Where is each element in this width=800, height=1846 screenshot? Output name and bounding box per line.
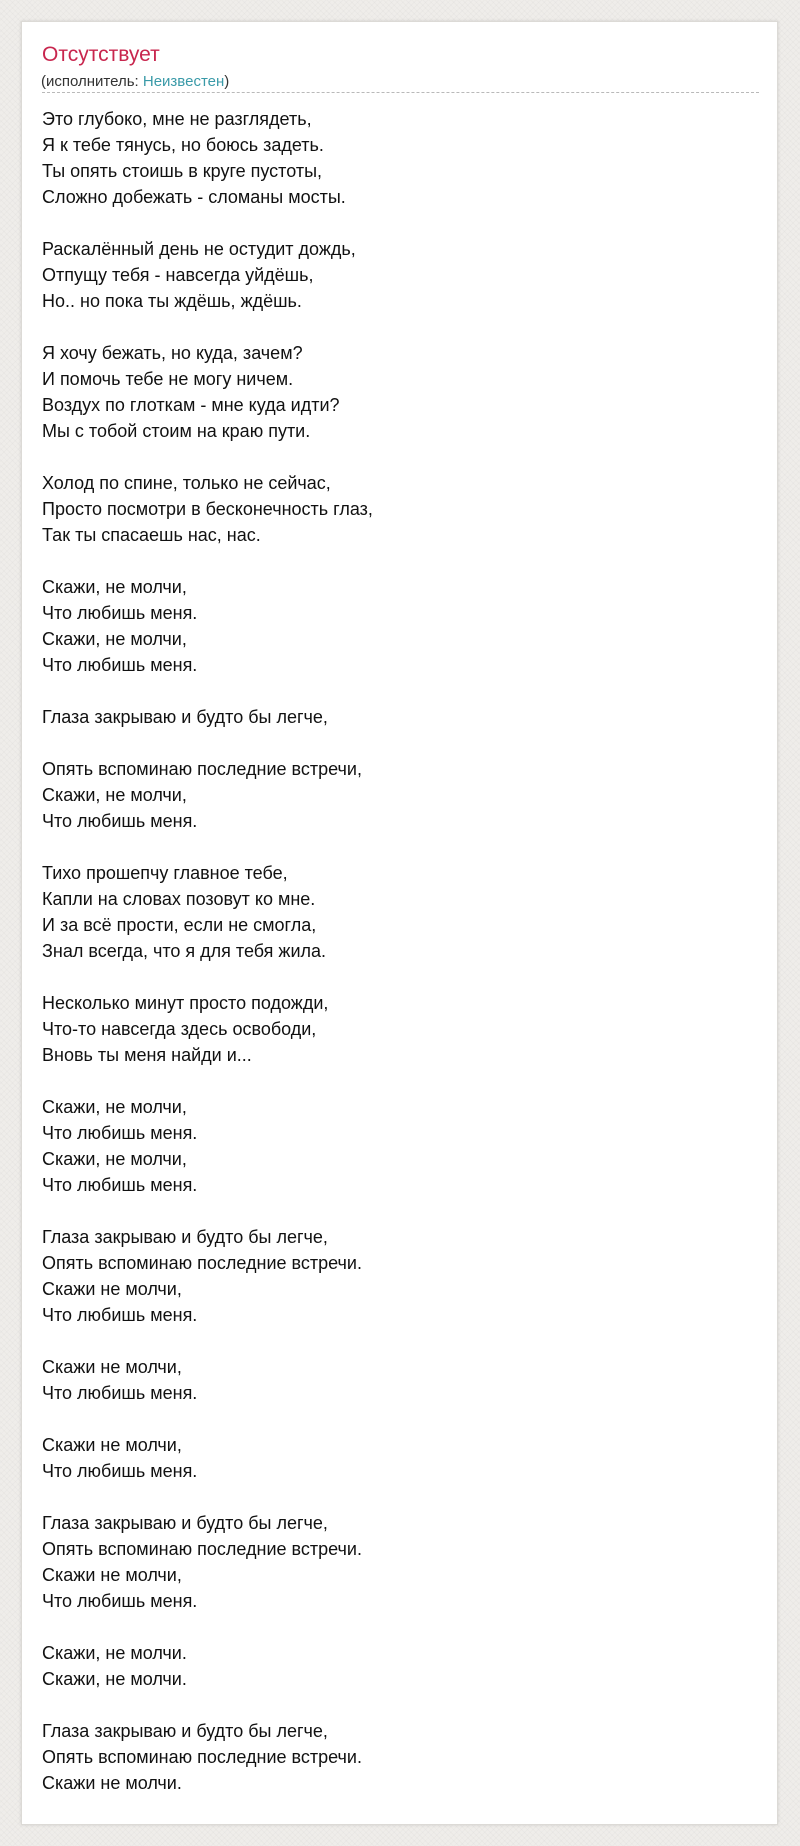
song-title: Отсутствует [42,43,160,66]
lyrics-card [21,21,778,1825]
title-separator [42,92,759,93]
artist-suffix: ) [224,73,230,90]
artist-line [41,73,229,91]
artist-prefix: (исполнитель: [41,73,143,90]
lyrics-text: Это глубоко, мне не разглядеть, Я к тебе тянусь, но боюсь задеть. Ты опять стоишь в круге пустоты, Сложно добежать - сломаны мосты. Раскалённый день не остудит дождь, Отпущу тебя - навсегда уйдёшь, Но.. но пока ты ждёшь, ждёшь. Я хочу бежать, но куда, зачем? И помочь тебе не могу ничем. Воздух по глоткам - мне куда идти? Мы с тобой стоим на краю пути. Холод по спине, только не сейчас, Просто посмотри в бесконечность глаз, Так ты спасаешь нас, нас. Скажи, не молчи, Что любишь меня. Скажи, не молчи, Что любишь меня. Глаза закрываю и будто бы легче, Опять вспоминаю последние встречи, Скажи, не молчи, Что любишь меня. Тихо прошепчу главное тебе, Капли на словах позовут ко мне. И за всё прости, если не смогла, Знал всегда, что я для тебя жила. Несколько минут просто подожди, Что-то навсегда здесь освободи, Вновь ты меня найди и... Скажи, не молчи, Что любишь меня. Скажи, не молчи, Что любишь меня. Глаза закрываю и будто бы легче, Опять вспоминаю последние встречи. Скажи не молчи, Что любишь меня. Скажи не молчи, Что любишь меня. Скажи не молчи, Что любишь меня. Глаза закрываю и будто бы легче, Опять вспоминаю последние встречи. Скажи не молчи, Что любишь меня. Скажи, не молчи. Скажи, не молчи. Глаза закрываю и будто бы легче, Опять вспоминаю последние встречи. Скажи не молчи. [42,109,373,1793]
artist-link[interactable]: Неизвестен [142,73,225,90]
